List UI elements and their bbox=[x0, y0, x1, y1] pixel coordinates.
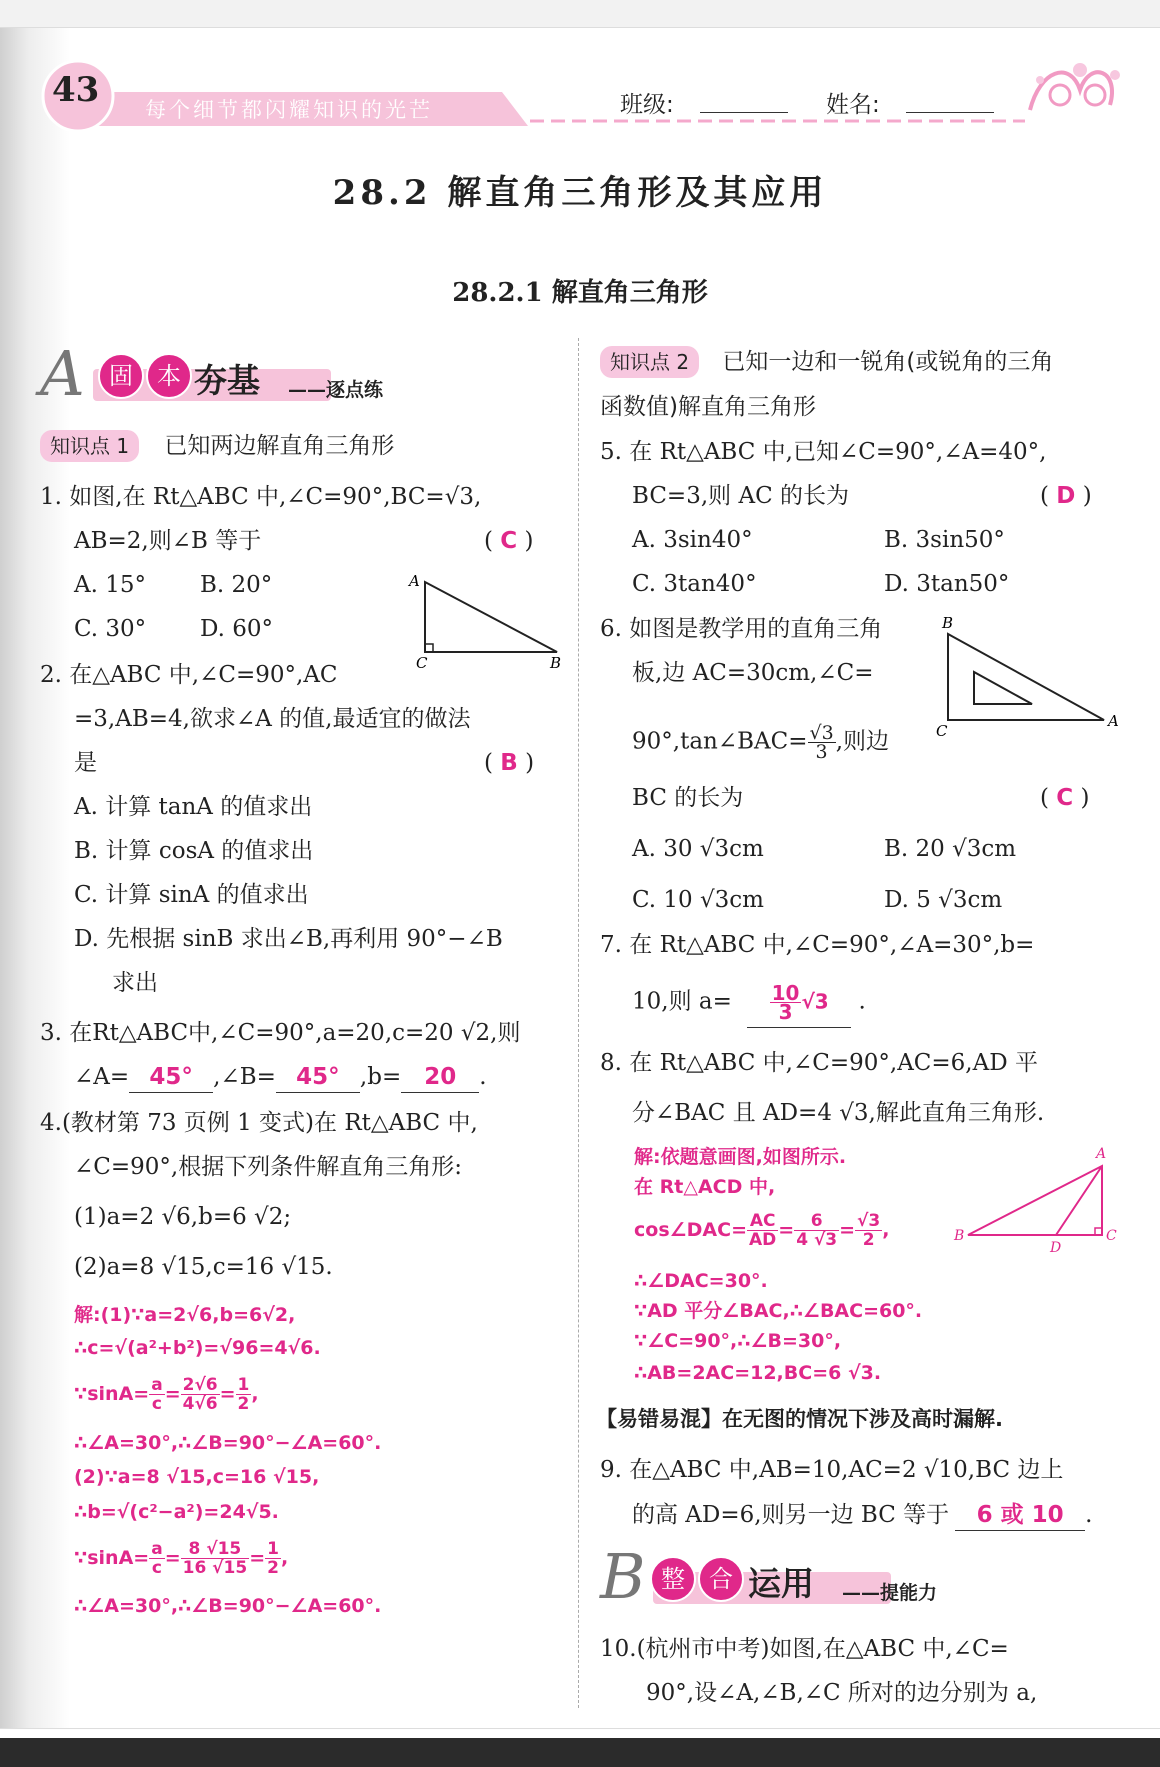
q8-line1: 8. 在 Rt△ABC 中,∠C=90°,AC=6,AD 平 bbox=[600, 1050, 1038, 1076]
q10-line1: 10.(杭州市中考)如图,在△ABC 中,∠C= bbox=[600, 1636, 1009, 1662]
q4-s7-f3-num: 1 bbox=[267, 1539, 279, 1559]
q4-solution-5: (2)∵a=8 √15,c=16 √15, bbox=[74, 1466, 320, 1488]
q1-option-b: B. 20° bbox=[200, 572, 273, 598]
q3-answer-side-b: 20 bbox=[401, 1062, 479, 1093]
q3-prompt-b: ,∠B= bbox=[213, 1064, 276, 1090]
q2-option-d-line1: D. 先根据 sinB 求出∠B,再利用 90°−∠B bbox=[74, 926, 503, 952]
q4-s7-f2-den: 16 √15 bbox=[182, 1558, 248, 1578]
q8-s3-f1-num: AC bbox=[747, 1212, 778, 1231]
q2-answer: B bbox=[500, 750, 518, 776]
q7-line1: 7. 在 Rt△ABC 中,∠C=90°,∠A=30°,b= bbox=[600, 932, 1035, 958]
q8-s3-f3-den: 2 bbox=[862, 1230, 875, 1250]
q8-label-d: D bbox=[1050, 1240, 1062, 1256]
q1-line2: AB=2,则∠B 等于 bbox=[74, 528, 262, 554]
q4-line1: 4.(教材第 73 页例 1 变式)在 Rt△ABC 中, bbox=[40, 1110, 478, 1136]
q8-line2: 分∠BAC 且 AD=4 √3,解此直角三角形. bbox=[632, 1100, 1045, 1126]
knowledge-point-1 bbox=[40, 430, 394, 462]
q8-triangle-figure bbox=[952, 1142, 1122, 1257]
q5-option-c: C. 3tan40° bbox=[632, 571, 757, 597]
q5-option-b: B. 3sin50° bbox=[884, 527, 1005, 553]
q4-s3-f1-num: a bbox=[151, 1375, 163, 1395]
q1-option-c: C. 30° bbox=[74, 616, 147, 642]
q6-line4: BC 的长为 bbox=[632, 785, 744, 811]
badge-zheng: 整 bbox=[650, 1556, 696, 1602]
q5-line2: BC=3,则 AC 的长为 bbox=[632, 483, 849, 509]
q5-option-a: A. 3sin40° bbox=[632, 527, 753, 553]
q3-answer-b: 45° bbox=[276, 1062, 360, 1093]
badge-ben: 本 bbox=[146, 353, 192, 399]
name-field[interactable] bbox=[906, 112, 994, 113]
bottom-bar bbox=[0, 1738, 1160, 1767]
floral-ornament-icon bbox=[1020, 50, 1130, 130]
q4-s3-f2-num: 2√6 bbox=[182, 1375, 218, 1395]
q4-line2: ∠C=90°,根据下列条件解直角三角形: bbox=[74, 1154, 462, 1180]
q4-s7-f2-num: 8 √15 bbox=[181, 1540, 250, 1559]
q2-line1: 2. 在△ABC 中,∠C=90°,AC bbox=[40, 662, 338, 688]
q10-line2: 90°,设∠A,∠B,∠C 所对的边分别为 a, bbox=[646, 1680, 1038, 1706]
q7-end: . bbox=[858, 988, 866, 1015]
q6-fraction bbox=[808, 724, 836, 761]
q1-label-a: A bbox=[409, 572, 420, 590]
q4-s7-frac2 bbox=[181, 1540, 250, 1577]
q4-solution-8: ∴∠A=30°,∴∠B=90°−∠A=60°. bbox=[74, 1595, 382, 1617]
q1-answer: C bbox=[500, 528, 518, 554]
q6-line3 bbox=[632, 724, 889, 761]
q4-s7-prefix: ∵sinA= bbox=[74, 1547, 150, 1569]
q4-solution-3: ∵sinA= $\frac{a}{c}$ = $\frac{2√6}{4√6}$ = $\frac{1}{2}$ , bbox=[74, 1375, 259, 1414]
q8-solution-5: ∵AD 平分∠BAC,∴∠BAC=60°. bbox=[634, 1300, 923, 1322]
q4-s7-f1-den: c bbox=[151, 1558, 162, 1578]
class-field[interactable] bbox=[700, 112, 788, 113]
q4-s3-frac3 bbox=[236, 1376, 252, 1413]
q6-option-b: B. 20 √3cm bbox=[884, 836, 1017, 862]
name-label: 姓名: bbox=[826, 92, 880, 118]
q1-option-d: D. 60° bbox=[200, 616, 274, 642]
q8-label-c: C bbox=[1106, 1228, 1117, 1244]
q7-answer-fraction bbox=[770, 981, 802, 1024]
q8-label-b: B bbox=[954, 1228, 965, 1244]
q4-solution-4: ∴∠A=30°,∴∠B=90°−∠A=60°. bbox=[74, 1432, 382, 1454]
q2-option-a: A. 计算 tanA 的值求出 bbox=[74, 794, 313, 820]
q3-prompt-a: ∠A= bbox=[74, 1064, 130, 1090]
q5-option-d: D. 3tan50° bbox=[884, 571, 1010, 597]
q4-s7-end: , bbox=[280, 1547, 289, 1569]
q6-option-d: D. 5 √3cm bbox=[884, 887, 1003, 913]
kp2-line2: 函数值)解直角三角形 bbox=[600, 394, 816, 420]
q4-condition-1: (1)a=2 √6,b=6 √2; bbox=[74, 1204, 292, 1230]
q6-label-b: B bbox=[942, 614, 954, 632]
q2-option-b: B. 计算 cosA 的值求出 bbox=[74, 838, 314, 864]
q8-s3-f2-num: 6 bbox=[794, 1212, 839, 1231]
q8-solution-1: 解:依题意画图,如图所示. bbox=[634, 1146, 847, 1168]
q4-s7-frac1 bbox=[149, 1540, 164, 1577]
q7-answer-blank bbox=[747, 981, 851, 1028]
q4-s3-prefix: ∵sinA= bbox=[74, 1383, 150, 1405]
q5-line1: 5. 在 Rt△ABC 中,已知∠C=90°,∠A=40°, bbox=[600, 439, 1047, 465]
subsection-title: 28.2.1 解直角三角形 bbox=[452, 278, 708, 308]
q9-line2-text: 的高 AD=6,则另一边 BC 等于 bbox=[632, 1502, 950, 1528]
q8-solution-3: cos∠DAC= $\frac{AC}{AD}$ = $\frac{6}{4 √3}$ = $\frac{√3}{2}$ , bbox=[634, 1211, 890, 1250]
q8-solution-4: ∴∠DAC=30°. bbox=[634, 1270, 768, 1292]
q1-label-c: C bbox=[416, 654, 428, 670]
q7-ans-tail: √3 bbox=[801, 989, 829, 1014]
q8-s3-prefix: cos∠DAC= bbox=[634, 1219, 747, 1241]
header-dashed-line bbox=[530, 118, 1025, 124]
part-a-subtitle: ——逐点练 bbox=[288, 379, 384, 401]
q6-answer-bracket: ( C ) bbox=[1040, 785, 1090, 811]
q4-solution-2: ∴c=√(a²+b²)=√96=4√6. bbox=[74, 1337, 321, 1359]
q4-s3-end: , bbox=[251, 1383, 259, 1405]
part-a-title: 夯基 bbox=[194, 361, 260, 400]
q2-option-c: C. 计算 sinA 的值求出 bbox=[74, 882, 309, 908]
q7-line2-prefix: 10,则 a= bbox=[632, 988, 732, 1015]
q6-option-c: C. 10 √3cm bbox=[632, 887, 764, 913]
section-title: 28.2 解直角三角形及其应用 bbox=[332, 173, 828, 213]
part-b-title: 运用 bbox=[748, 1564, 814, 1603]
column-divider bbox=[578, 338, 579, 1708]
q1-option-a: A. 15° bbox=[74, 572, 146, 598]
q8-s3-f3-num: √3 bbox=[857, 1211, 881, 1231]
q2-answer-bracket: ( B ) bbox=[484, 750, 535, 776]
q3-end: . bbox=[479, 1064, 487, 1090]
q4-s7-frac3 bbox=[265, 1540, 281, 1577]
q5-answer: D bbox=[1056, 483, 1076, 509]
q3-line1: 3. 在Rt△ABC中,∠C=90°,a=20,c=20 √2,则 bbox=[40, 1020, 521, 1046]
q5-answer-bracket: ( D ) bbox=[1040, 483, 1092, 509]
top-margin bbox=[0, 0, 1160, 28]
kp1-text: 已知两边解直角三角形 bbox=[164, 433, 395, 459]
q9-line1: 9. 在△ABC 中,AB=10,AC=2 √10,BC 边上 bbox=[600, 1457, 1064, 1483]
class-label: 班级: bbox=[620, 92, 674, 118]
q4-s3-f2-den: 4√6 bbox=[182, 1394, 218, 1414]
q6-line3-suffix: ,则边 bbox=[835, 728, 890, 755]
q9-end: . bbox=[1085, 1502, 1093, 1528]
q4-s3-frac2 bbox=[181, 1376, 220, 1413]
q1-triangle-figure bbox=[405, 570, 565, 670]
page-number: 43 bbox=[52, 70, 100, 110]
q8-s3-end: , bbox=[882, 1219, 890, 1241]
q8-solution-2: 在 Rt△ACD 中, bbox=[634, 1176, 776, 1198]
q4-s3-frac1 bbox=[149, 1376, 164, 1413]
q9-line2 bbox=[632, 1500, 1092, 1531]
q4-solution-6: ∴b=√(c²−a²)=24√5. bbox=[74, 1501, 279, 1523]
q7-line2 bbox=[632, 981, 866, 1028]
q8-s3-f1-den: AD bbox=[749, 1230, 777, 1250]
knowledge-point-2 bbox=[600, 346, 1053, 378]
q6-label-c: C bbox=[936, 722, 948, 740]
page-header bbox=[0, 50, 1160, 130]
q2-line3: 是 bbox=[74, 750, 97, 776]
q1-label-b: B bbox=[550, 654, 562, 670]
q4-s3-f1-den: c bbox=[151, 1394, 162, 1414]
common-mistake-tip: 【易错易混】在无图的情况下涉及高时漏解. bbox=[596, 1407, 1003, 1431]
part-a-heading bbox=[38, 337, 458, 415]
q1-line1: 1. 如图,在 Rt△ABC 中,∠C=90°,BC=√3, bbox=[40, 484, 482, 510]
badge-gu: 固 bbox=[98, 353, 144, 399]
q7-ans-den: 3 bbox=[778, 1000, 793, 1024]
q8-solution-6: ∵∠C=90°,∴∠B=30°, bbox=[634, 1330, 842, 1352]
q6-option-a: A. 30 √3cm bbox=[632, 836, 764, 862]
q6-line2: 板,边 AC=30cm,∠C= bbox=[632, 660, 874, 686]
q9-answer: 6 或 10 bbox=[955, 1500, 1085, 1531]
badge-he: 合 bbox=[698, 1556, 744, 1602]
q4-condition-2: (2)a=8 √15,c=16 √15. bbox=[74, 1254, 333, 1280]
q6-label-a: A bbox=[1108, 712, 1119, 730]
part-b-heading bbox=[598, 1540, 1018, 1618]
q8-s3-frac2 bbox=[794, 1212, 839, 1249]
q7-ans-num: 10 bbox=[771, 981, 800, 1005]
q4-s3-f3-den: 2 bbox=[237, 1394, 250, 1414]
header-slogan: 每个细节都闪耀知识的光芒 bbox=[145, 98, 433, 122]
kp1-tag: 知识点 1 bbox=[40, 430, 139, 462]
q4-s7-f3-den: 2 bbox=[267, 1558, 279, 1578]
q8-s3-frac3 bbox=[855, 1212, 882, 1249]
q6-set-square-figure bbox=[932, 612, 1132, 742]
part-b-letter: B bbox=[600, 1540, 646, 1613]
q8-solution-7: ∴AB=2AC=12,BC=6 √3. bbox=[634, 1362, 882, 1384]
q4-s7-f1-num: a bbox=[151, 1539, 163, 1559]
q6-line3-prefix: 90°,tan∠BAC= bbox=[632, 728, 808, 755]
q8-label-a: A bbox=[1096, 1146, 1107, 1162]
q8-s3-frac1 bbox=[747, 1212, 778, 1249]
part-b-subtitle: ——提能力 bbox=[842, 1582, 938, 1604]
q6-answer: C bbox=[1056, 785, 1074, 811]
part-a-letter: A bbox=[40, 337, 85, 410]
q4-solution-7: ∵sinA= $\frac{a}{c}$ = $\frac{8 √15}{16 √15}$ = $\frac{1}{2}$ , bbox=[74, 1539, 289, 1578]
q6-frac-den: 3 bbox=[815, 741, 828, 763]
q1-answer-bracket: ( C ) bbox=[484, 528, 534, 554]
q6-line1: 6. 如图是教学用的直角三角 bbox=[600, 616, 883, 642]
q3-prompt-side-b: ,b= bbox=[359, 1064, 402, 1090]
q2-option-d-line2: 求出 bbox=[112, 970, 158, 996]
q3-line2 bbox=[74, 1062, 487, 1093]
q4-s3-f3-num: 1 bbox=[237, 1375, 250, 1395]
kp2-line1: 已知一边和一锐角(或锐角的三角 bbox=[722, 349, 1054, 375]
q3-answer-a: 45° bbox=[129, 1062, 213, 1093]
q8-s3-f2-den: 4 √3 bbox=[796, 1230, 838, 1250]
q4-solution-1: 解:(1)∵a=2√6,b=6√2, bbox=[74, 1304, 296, 1326]
kp2-tag: 知识点 2 bbox=[600, 346, 699, 378]
q6-frac-num: √3 bbox=[809, 722, 834, 744]
q2-line2: =3,AB=4,欲求∠A 的值,最适宜的做法 bbox=[74, 706, 471, 732]
